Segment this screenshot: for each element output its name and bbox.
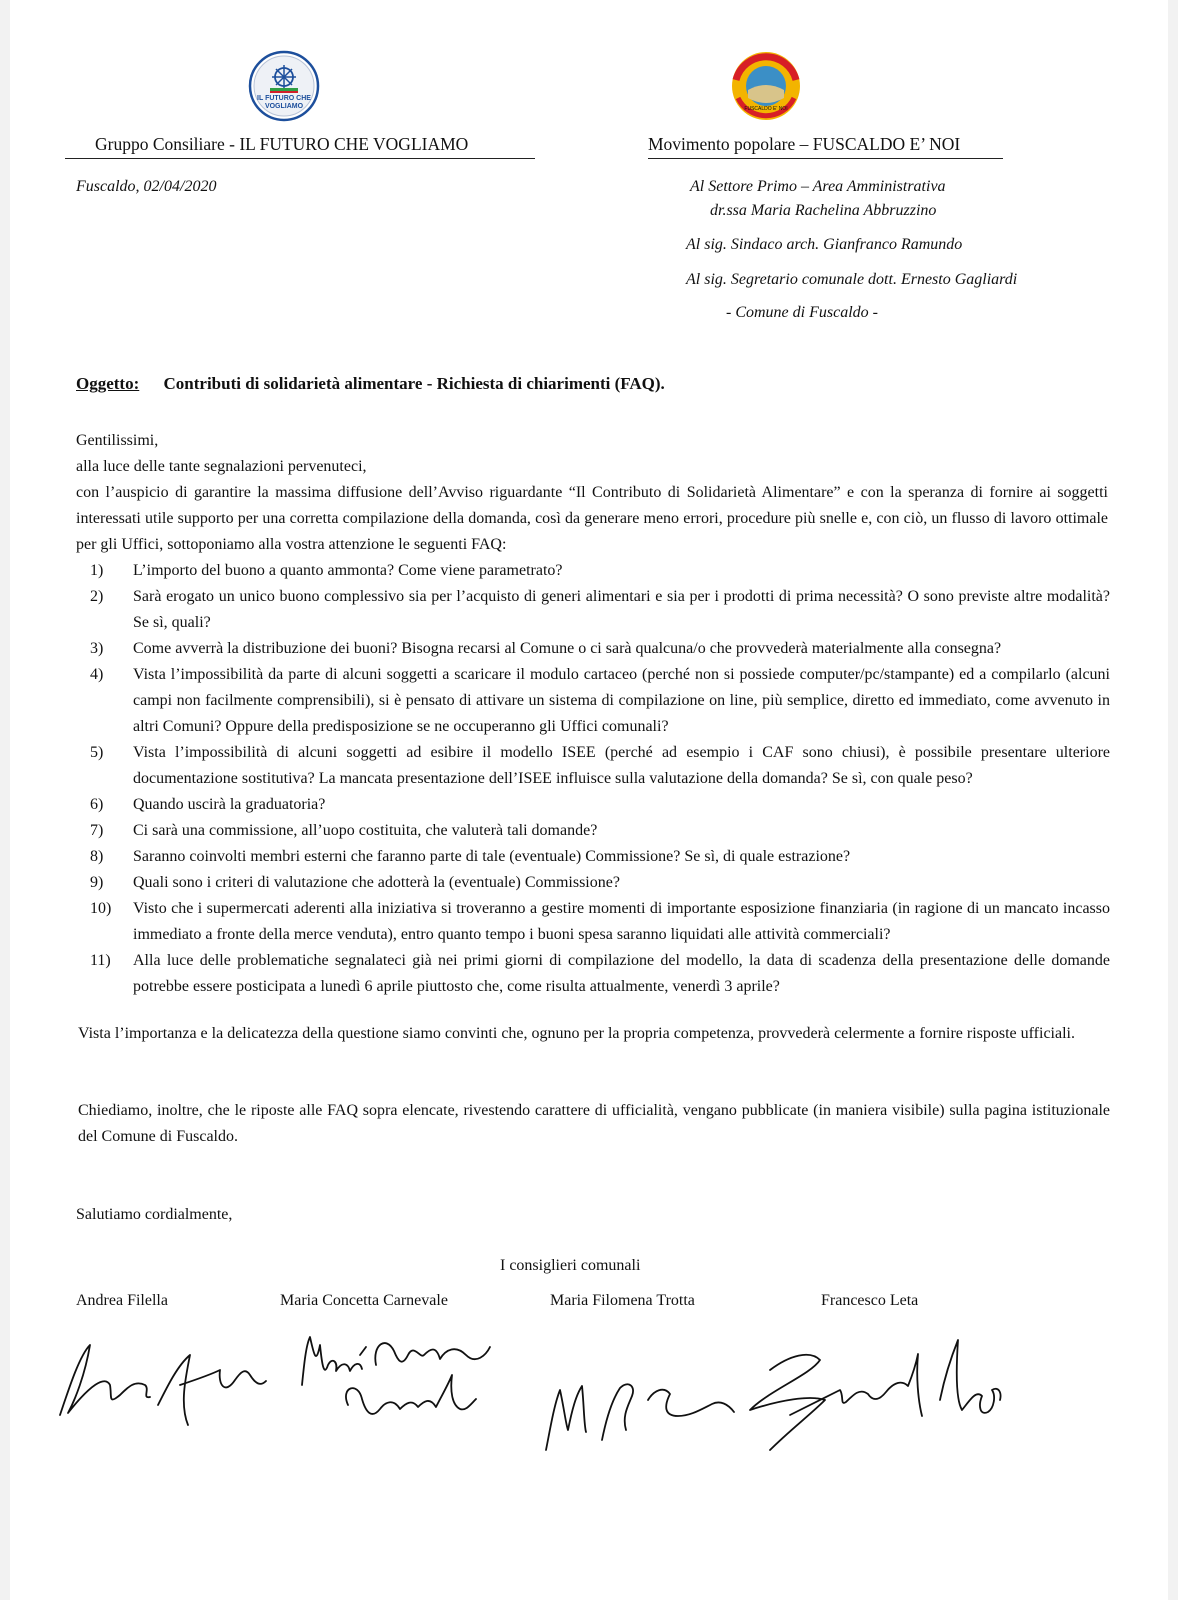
faq-question: Quali sono i criteri di valutazione che adotterà la (eventuale) Commissione? — [133, 874, 620, 891]
subject-label: Oggetto: — [76, 374, 140, 393]
faq-item — [78, 818, 1110, 844]
faq-item — [78, 740, 1110, 792]
signatory-name-3: Maria Filomena Trotta — [550, 1292, 695, 1309]
faq-number: 3) — [90, 640, 104, 657]
faq-item — [78, 870, 1110, 896]
header-rule-left — [65, 158, 535, 159]
subject-text: Contributi di solidarietà alimentare - Richiesta di chiarimenti (FAQ). — [163, 374, 665, 393]
left-group-title: Gruppo Consiliare - IL FUTURO CHE VOGLIAMO — [95, 134, 469, 154]
subject-line — [76, 374, 665, 394]
recipient-line-3: Al sig. Sindaco arch. Gianfranco Ramundo — [686, 236, 963, 253]
faq-item — [78, 558, 1110, 584]
signatory-name-1: Andrea Filella — [76, 1292, 168, 1309]
faq-item — [78, 896, 1110, 948]
faq-number: 10) — [90, 900, 112, 917]
faq-item — [78, 948, 1110, 1000]
faq-item — [78, 584, 1110, 636]
paragraph-importance: Vista l’importanza e la delicatezza della questione siamo convinti che, ognuno per la propria competenza, provvederà celermente a fornire risposte ufficiali. — [78, 1025, 1075, 1042]
faq-number: 2) — [90, 588, 104, 605]
signature-andrea-filella — [50, 1325, 280, 1445]
signatory-name-4: Francesco Leta — [821, 1292, 919, 1309]
signatories-title: I consiglieri comunali — [500, 1257, 641, 1274]
faq-item — [78, 662, 1110, 740]
wheel-icon — [248, 50, 320, 122]
faq-question: Saranno coinvolti membri esterni che faranno parte di tale (eventuale) Commissione? Se sì, di quale estrazione? — [133, 848, 851, 865]
faq-item — [78, 844, 1110, 870]
recipient-line-1: Al Settore Primo – Area Amministrativa — [690, 178, 946, 195]
recipient-line-2: dr.ssa Maria Rachelina Abbruzzino — [710, 202, 937, 219]
faq-question: Ci sarà una commissione, all’uopo costituita, che valuterà tali domande? — [133, 822, 598, 839]
greeting: Gentilissimi, — [76, 432, 159, 449]
faq-question: Vista l’impossibilità di alcuni soggetti ad esibire il modello ISEE (perché ad esempio i CAF sono chiusi), è possibile presentare ulteriore documentazione sostitutiva? La mancata presentazione dell’ISEE influisce sulla valutazione della domanda? Se sì, con quale peso? — [133, 744, 1110, 787]
signature-maria-concetta-carnevale — [290, 1325, 510, 1435]
letter-page — [10, 0, 1168, 1600]
intro-line: alla luce delle tante segnalazioni pervenuteci, — [76, 458, 367, 475]
right-group-title: Movimento popolare – FUSCALDO E’ NOI — [648, 134, 961, 154]
faq-item — [78, 792, 1110, 818]
faq-question: Visto che i supermercati aderenti alla iniziativa si troveranno a gestire momenti di importante esposizione finanziaria (in ragione di un mancato incasso immediato a fronte della merce venduta), entro quanto tempo i buoni spesa saranno liquidati alle attività commerciali? — [133, 900, 1110, 943]
signature-francesco-leta — [730, 1320, 1010, 1460]
faq-question: Vista l’impossibilità da parte di alcuni soggetti a scaricare il modulo cartaceo (perché non si possiede computer/pc/stampante) ed a compilarlo (alcuni campi non facilmente comprensibili), si è pensato di attivare un sistema di compilazione on line, più semplice, diretto ed immediato, come avvenuto in altri Comuni? Oppure della predisposizione se ne occuperanno gli Uffici comunali? — [133, 666, 1110, 735]
recipient-line-4: Al sig. Segretario comunale dott. Ernesto Gagliardi — [686, 271, 1018, 288]
faq-number: 6) — [90, 796, 104, 813]
faq-list — [78, 558, 1110, 1000]
signature-maria-filomena-trotta — [540, 1350, 740, 1460]
faq-number: 4) — [90, 666, 104, 683]
faq-number: 5) — [90, 744, 104, 761]
intro-paragraph: con l’auspicio di garantire la massima diffusione dell’Avviso riguardante “Il Contributo di Solidarietà Alimentare” e con la speranza di fornire ai soggetti interessati utile supporto per una corretta compilazione della domanda, così da generare meno errori, procedure più snelle e, con ciò, un flusso di lavoro ottimale per gli Uffici, sottoponiamo alla vostra attenzione le seguenti FAQ: — [76, 484, 1108, 553]
svg-text:VOGLIAMO: VOGLIAMO — [264, 103, 304, 110]
faq-number: 1) — [90, 562, 104, 579]
logo-il-futuro-che-vogliamo — [248, 50, 320, 122]
closing: Salutiamo cordialmente, — [76, 1206, 233, 1223]
faq-question: Sarà erogato un unico buono complessivo sia per l’acquisto di generi alimentari e sia per i prodotti di prima necessità? O sono previste altre modalità? Se sì, quali? — [133, 588, 1110, 631]
faq-question: Alla luce delle problematiche segnalateci già nei primi giorni di compilazione del modello, la data di scadenza della presentazione delle domande potrebbe essere posticipata a lunedì 6 aprile piuttosto che, come risulta attualmente, venerdì 3 aprile? — [133, 952, 1110, 995]
faq-number: 9) — [90, 874, 104, 891]
logo-fuscaldo-e-noi — [730, 50, 802, 122]
header-rule-right — [648, 158, 1003, 159]
recipient-line-5: - Comune di Fuscaldo - — [726, 304, 878, 321]
svg-text:IL FUTURO CHE: IL FUTURO CHE — [257, 95, 311, 102]
faq-item — [78, 636, 1110, 662]
signatory-name-2: Maria Concetta Carnevale — [280, 1292, 448, 1309]
paragraph-publication: Chiediamo, inoltre, che le riposte alle FAQ sopra elencate, rivestendo carattere di ufficialità, vengano pubblicate (in maniera visibile) sulla pagina istituzionale del Comune di Fuscaldo. — [78, 1102, 1110, 1145]
faq-number: 11) — [90, 952, 111, 969]
faq-number: 8) — [90, 848, 104, 865]
faq-number: 7) — [90, 822, 104, 839]
svg-text:FUSCALDO E' NOI: FUSCALDO E' NOI — [744, 106, 788, 112]
lifebuoy-icon — [730, 50, 802, 122]
faq-question: Come avverrà la distribuzione dei buoni? Bisogna recarsi al Comune o ci sarà qualcuna/o che provvederà materialmente alla consegna? — [133, 640, 1002, 657]
place-date: Fuscaldo, 02/04/2020 — [76, 178, 217, 195]
faq-question: Quando uscirà la graduatoria? — [133, 796, 326, 813]
faq-question: L’importo del buono a quanto ammonta? Come viene parametrato? — [133, 562, 563, 579]
